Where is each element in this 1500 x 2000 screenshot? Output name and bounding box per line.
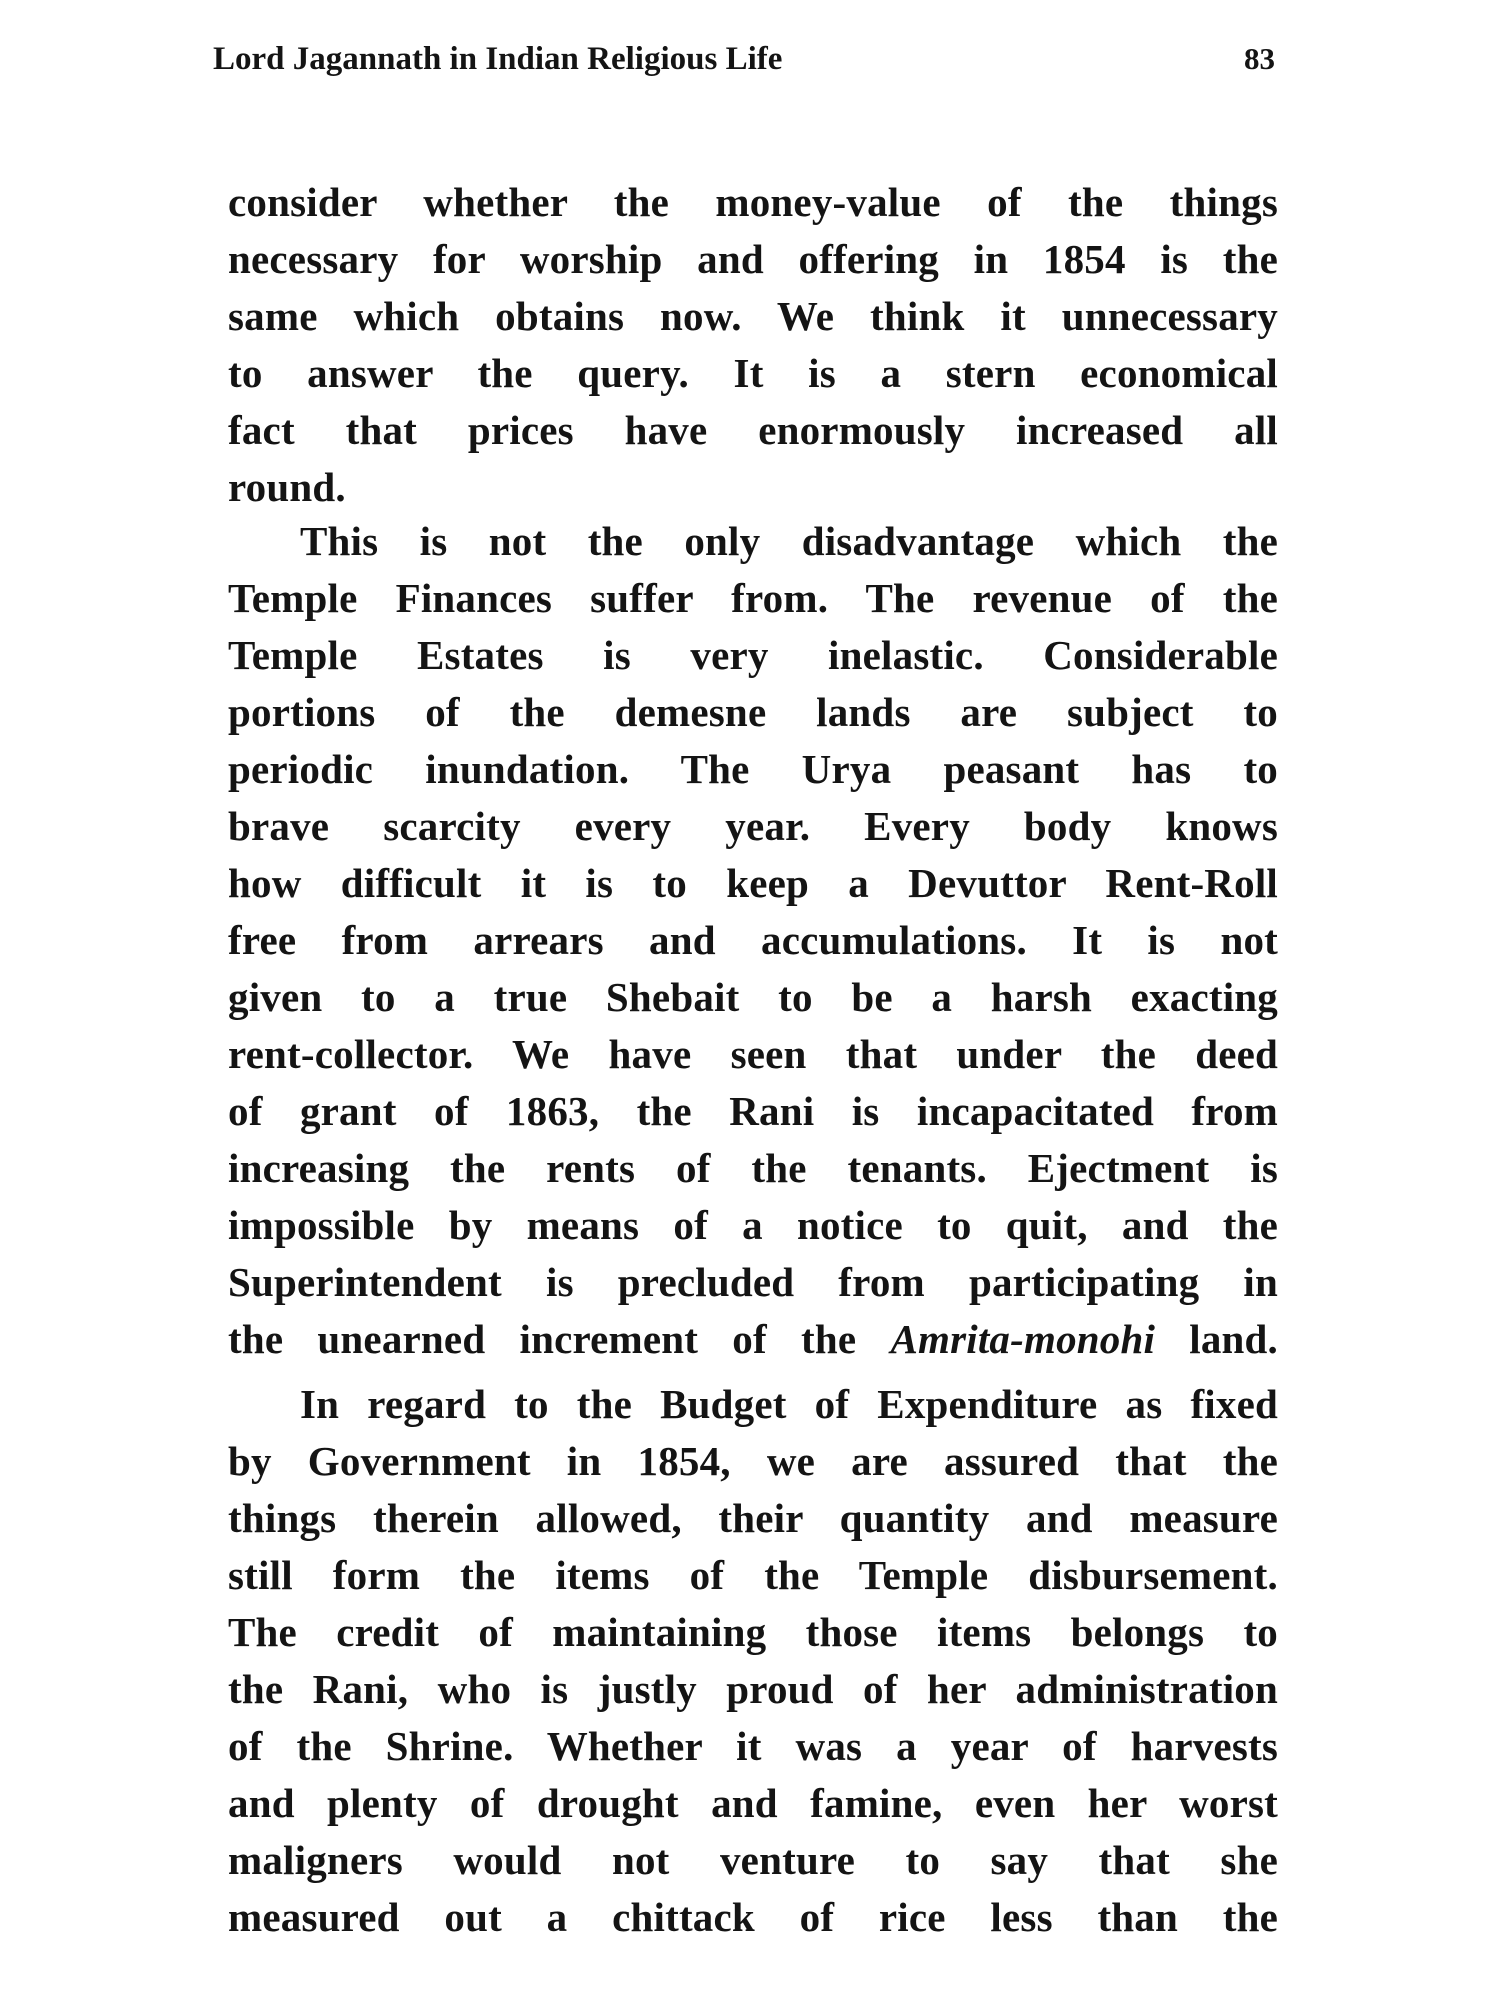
paragraph-1 xyxy=(228,174,1278,516)
body-text xyxy=(228,174,1278,1946)
text-line: same which obtains now. We think it unnecessary xyxy=(228,293,1278,339)
text-line: things therein allowed, their quantity and measure xyxy=(228,1495,1278,1541)
text-line: given to a true Shebait to be a harsh exacting xyxy=(228,974,1278,1020)
text-line: fact that prices have enormously increased all xyxy=(228,407,1278,453)
text-line: of grant of 1863, the Rani is incapacitated from xyxy=(228,1088,1278,1134)
text-line: round. xyxy=(228,464,346,510)
text-line: necessary for worship and offering in 1854 is the xyxy=(228,236,1278,282)
text-line: impossible by means of a notice to quit, and the xyxy=(228,1202,1278,1248)
text-run: land. xyxy=(1155,1316,1278,1362)
text-line: increasing the rents of the tenants. Ejectment is xyxy=(228,1145,1278,1191)
text-line: brave scarcity every year. Every body knows xyxy=(228,803,1278,849)
text-run: the unearned increment of the xyxy=(228,1316,891,1362)
text-line: free from arrears and accumulations. It is not xyxy=(228,917,1278,963)
text-line: to answer the query. It is a stern economical xyxy=(228,350,1278,396)
text-line: Temple Estates is very inelastic. Considerable xyxy=(228,632,1278,678)
text-line: still form the items of the Temple disbursement. xyxy=(228,1552,1278,1598)
text-line: how difficult it is to keep a Devuttor Rent-Roll xyxy=(228,860,1278,906)
text-line: Superintendent is precluded from participating in xyxy=(228,1259,1278,1305)
text-line: and plenty of drought and famine, even her worst xyxy=(228,1780,1278,1826)
text-line: Temple Finances suffer from. The revenue of the xyxy=(228,575,1278,621)
text-line: The credit of maintaining those items belongs to xyxy=(228,1609,1278,1655)
text-line: consider whether the money-value of the things xyxy=(228,179,1278,225)
text-line: by Government in 1854, we are assured that the xyxy=(228,1438,1278,1484)
text-line: rent-collector. We have seen that under the deed xyxy=(228,1031,1278,1077)
text-line: In regard to the Budget of Expenditure as fixed xyxy=(300,1381,1278,1427)
italic-term: Amrita-monohi xyxy=(890,1316,1156,1362)
running-head xyxy=(213,34,1275,84)
text-line: periodic inundation. The Urya peasant has to xyxy=(228,746,1278,792)
paragraph-2 xyxy=(228,513,1278,1368)
text-line xyxy=(228,1311,1278,1368)
paragraph-3 xyxy=(228,1376,1278,1946)
text-line: of the Shrine. Whether it was a year of harvests xyxy=(228,1723,1278,1769)
text-line: the Rani, who is justly proud of her administration xyxy=(228,1666,1278,1712)
running-title: Lord Jagannath in Indian Religious Life xyxy=(213,41,783,77)
text-line: maligners would not venture to say that she xyxy=(228,1837,1278,1883)
page-number: 83 xyxy=(1244,41,1275,76)
text-line: This is not the only disadvantage which the xyxy=(300,518,1278,564)
text-line: measured out a chittack of rice less than the xyxy=(228,1894,1278,1940)
text-line: portions of the demesne lands are subject to xyxy=(228,689,1278,735)
